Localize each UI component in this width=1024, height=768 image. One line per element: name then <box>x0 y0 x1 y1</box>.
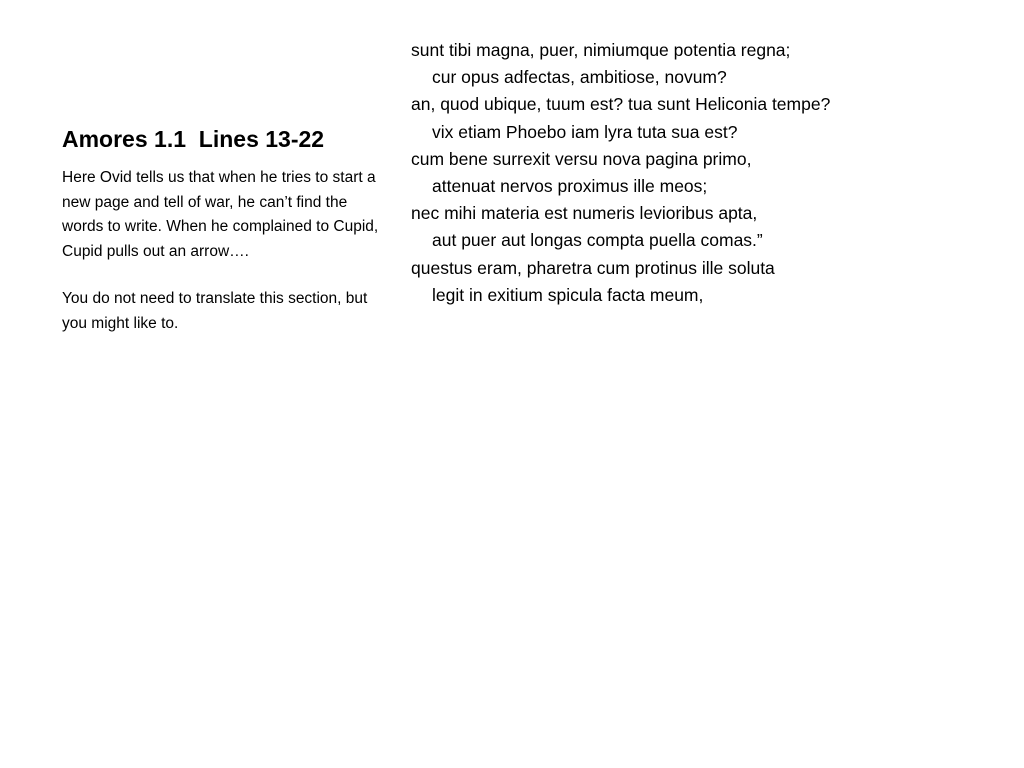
poem-line: legit in exitium spicula facta meum, <box>432 284 704 305</box>
description-paragraph: Here Ovid tells us that when he tries to start a new page and tell of war, he can’t find the words to write. When he complained to Cupid, Cupid pulls out an arrow…. <box>62 169 379 260</box>
slide-title: Amores 1.1 Lines 13-22 <box>62 126 325 152</box>
poem-line: cur opus adfectas, ambitiose, novum? <box>432 67 727 88</box>
poem-line: sunt tibi magna, puer, nimiumque potentia regna; <box>411 40 791 60</box>
description-paragraph: You do not need to translate this section, but you might like to. <box>62 290 368 332</box>
poem-line: an, quod ubique, tuum est? tua sunt Heliconia tempe? <box>411 94 831 115</box>
description-block <box>62 166 387 359</box>
poem-line: questus eram, pharetra cum protinus ille soluta <box>411 257 775 278</box>
poem-line: attenuat nervos proximus ille meos; <box>432 176 708 197</box>
poem-line: vix etiam Phoebo iam lyra tuta sua est? <box>432 121 738 142</box>
poem-line: nec mihi materia est numeris levioribus apta, <box>411 203 758 224</box>
poem-text <box>411 37 991 309</box>
poem-line: aut puer aut longas compta puella comas.” <box>432 230 763 251</box>
poem-line: cum bene surrexit versu nova pagina primo, <box>411 148 752 169</box>
